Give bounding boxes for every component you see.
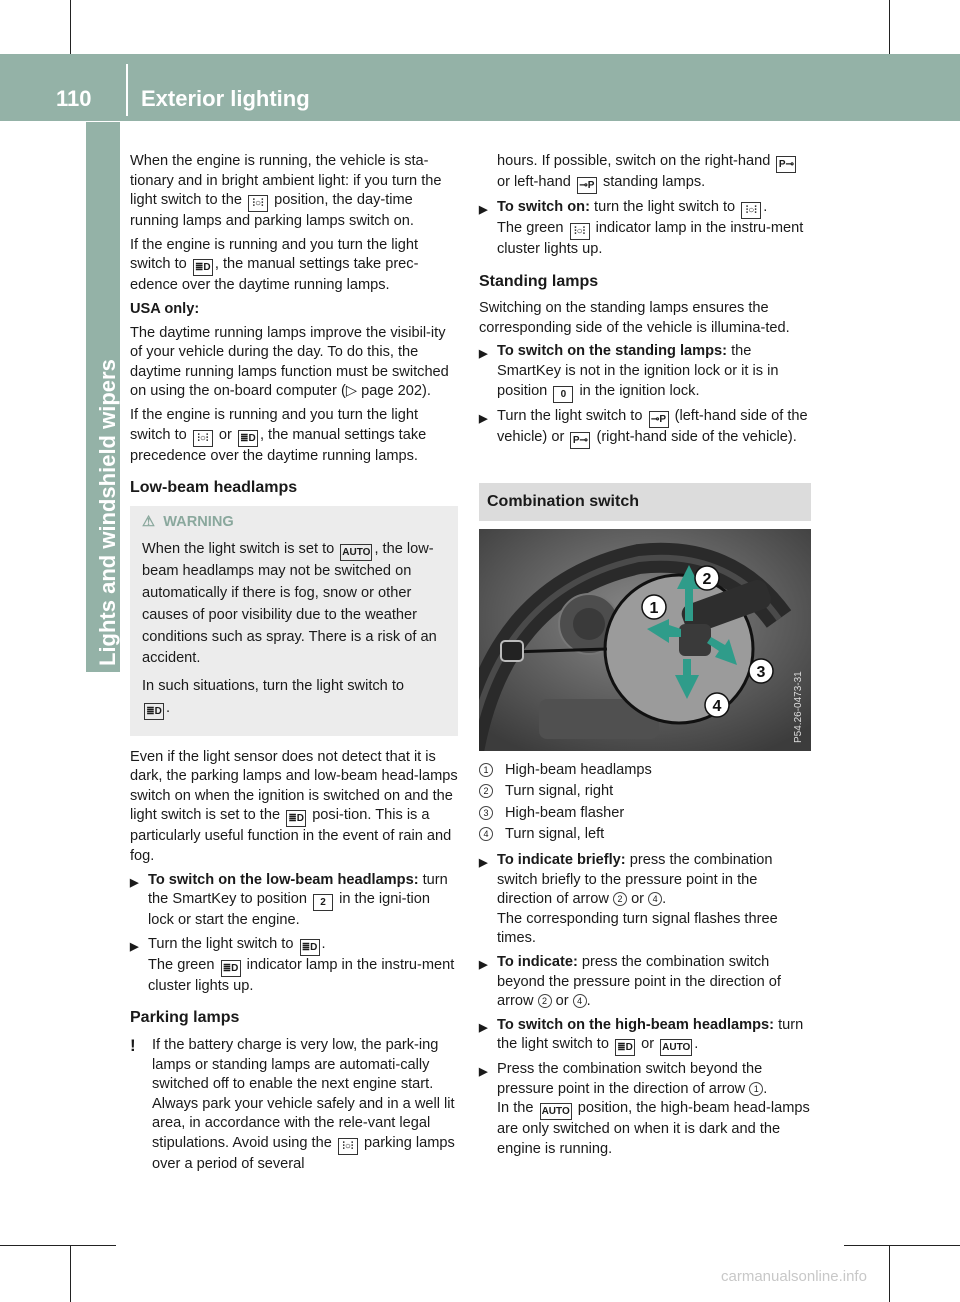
left-column [130, 152, 458, 1175]
paragraph: Even if the light sensor does not detect that it is dark, the parking lamps and low-beam head-lamps switch on when the ignition is switched on and the light switch is set to the ≣D posi-tion. This is a particularly useful function in the event of rain and fog. [130, 748, 458, 865]
right-column [479, 152, 811, 1164]
legend-item: 3 High-beam flasher [479, 804, 811, 824]
key-position-0-icon: 0 [553, 386, 573, 403]
header-divider [126, 64, 128, 116]
page-reference-link[interactable]: (▷ page 202). [340, 383, 431, 400]
legend-item: 1 High-beam headlamps [479, 761, 811, 781]
standing-lamp-right-icon: P⊸ [776, 156, 796, 173]
low-beam-icon: ≣D [615, 1039, 635, 1056]
step-arrow-icon: ▶ [479, 958, 488, 971]
step-arrow-icon: ▶ [130, 940, 139, 953]
standing-lamp-right-icon: P⊸ [570, 432, 590, 449]
page-number: 110 [56, 86, 92, 111]
step-arrow-icon: ▶ [479, 348, 488, 361]
legend-item: 2 Turn signal, right [479, 782, 811, 802]
step-arrow-icon: ▶ [479, 412, 488, 425]
paragraph: If the engine is running and you turn the light switch to ⫶○⫶ or ≣D , the manual settings take precedence over the daytime running lamps. [130, 406, 427, 464]
instruction-step: ▶ To switch on the standing lamps: the SmartKey is not in the ignition lock or it is in position 0 in the ignition lock. [479, 342, 811, 402]
crop-mark [889, 0, 890, 54]
instruction-step: ▶ To switch on the low-beam headlamps: turn the SmartKey to position 2 in the igni-tion lock or start the engine. [130, 871, 458, 931]
crop-mark [844, 1245, 960, 1246]
crop-mark [70, 1245, 71, 1302]
warning-triangle-icon: ⚠ [142, 513, 156, 530]
low-beam-icon: ≣D [221, 960, 241, 977]
section-heading-combination-switch: Combination switch [479, 483, 811, 521]
instruction-step: ▶ Turn the light switch to ⊸P (left-hand side of the vehicle) or P⊸ (right-hand side of the vehicle). [479, 407, 811, 449]
parking-lamp-icon: ⫶○⫶ [248, 195, 268, 212]
low-beam-icon: ≣D [144, 703, 164, 720]
legend-list [479, 761, 811, 845]
photo-code: P54.26-0473-31 [793, 670, 804, 743]
standing-lamp-left-icon: ⊸P [649, 411, 669, 428]
combination-switch-photo [479, 529, 811, 751]
parking-lamp-icon: ⫶○⫶ [338, 1138, 358, 1155]
instruction-step: ▶ To switch on: turn the light switch to ⫶○⫶ . The green ⫶○⫶ indicator lamp in the instru-ment cluster lights up. [479, 198, 811, 260]
paragraph: hours. If possible, switch on the right-hand P⊸ or left-hand ⊸P standing lamps. [479, 152, 811, 194]
low-beam-icon: ≣D [193, 259, 213, 276]
step-arrow-icon: ▶ [479, 1021, 488, 1034]
note-block: ! If the battery charge is very low, the park-ing lamps or standing lamps are automati-cally switched off to enable the next engine start. Always park your vehicle safely and in a well lit area, in accordance with the rele-vant legal stipulations. Avoid using the ⫶○⫶ parking lamps over a period of several [130, 1036, 458, 1175]
auto-icon: AUTO [660, 1039, 692, 1056]
callout-2: 2 [702, 570, 712, 588]
crop-mark [70, 0, 71, 54]
key-position-2-icon: 2 [313, 894, 333, 911]
callout-1: 1 [649, 599, 659, 617]
callout-3: 3 [756, 663, 766, 681]
instruction-step: ▶ To indicate: press the combination switch beyond the pressure point in the direction of arrow 2 or 4 . [479, 953, 811, 1012]
step-arrow-icon: ▶ [479, 1066, 488, 1079]
warning-text: In such situations, turn the light switch to ≣D . [142, 676, 450, 720]
parking-lamp-icon: ⫶○⫶ [193, 430, 213, 447]
paragraph: Switching on the standing lamps ensures the corresponding side of the vehicle is illumina-ted. [479, 300, 790, 336]
section-heading-low-beam: Low-beam headlamps [130, 479, 298, 497]
parking-lamp-icon: ⫶○⫶ [741, 202, 761, 219]
instruction-step: ▶ Press the combination switch beyond the pressure point in the direction of arrow 1 . In the AUTO position, the high-beam head-lamps are only switched on when it is dark and the engine is running. [479, 1060, 811, 1159]
callout-4: 4 [712, 697, 722, 715]
section-heading-standing: Standing lamps [479, 272, 599, 290]
page-title: Exterior lighting [141, 86, 310, 111]
standing-lamp-left-icon: ⊸P [577, 177, 597, 194]
step-arrow-icon: ▶ [130, 876, 139, 889]
watermark: carmanualsonline.info [721, 1268, 867, 1285]
crop-mark [0, 1245, 116, 1246]
step-arrow-icon: ▶ [479, 204, 488, 216]
instruction-step: ▶ To indicate briefly: press the combination switch briefly to the pressure point in the direction of arrow 2 or 4 . The corresponding turn signal flashes three times. [479, 851, 811, 949]
warning-title: ⚠ WARNING [142, 513, 234, 530]
paragraph: If the engine is running and you turn the light switch to ≣D , the manual settings take prec-edence over the daytime running lamps. [130, 236, 419, 294]
instruction-step: ▶ Turn the light switch to ≣D . The green ≣D indicator lamp in the instru-ment cluster lights up. [130, 935, 458, 997]
low-beam-icon: ≣D [286, 810, 306, 827]
low-beam-icon: ≣D [300, 939, 320, 956]
section-heading-parking: Parking lamps [130, 1009, 240, 1027]
warning-text: When the light switch is set to AUTO , the low-beam headlamps may not be switched on automatically if there is fog, snow or other causes of poor visibility due to the weather conditions such as spray. There is a risk of an accident. [142, 541, 437, 667]
exclamation-icon: ! [130, 1035, 136, 1055]
parking-lamp-icon: ⫶○⫶ [570, 223, 590, 240]
paragraph: When the engine is running, the vehicle is sta-tionary and in bright ambient light: if you turn the light switch to the ⫶○⫶ position, the day-time running lamps and parking lamps switch on. [130, 153, 442, 230]
section-sidebar-label: Lights and windshield wipers [95, 359, 120, 666]
paragraph: The daytime running lamps improve the visibil-ity of your vehicle during the day. To do this, the daytime running lamps function must be switched on using the on-board computer (▷ page 202). [130, 324, 449, 400]
legend-item: 4 Turn signal, left [479, 825, 811, 845]
combination-switch-illustration [479, 529, 811, 751]
warning-box [130, 506, 458, 736]
usa-only-label: USA only: [130, 300, 200, 317]
auto-icon: AUTO [540, 1103, 572, 1120]
auto-icon: AUTO [340, 544, 372, 561]
step-arrow-icon: ▶ [479, 856, 488, 869]
low-beam-icon: ≣D [238, 430, 258, 447]
instruction-step: ▶ To switch on the high-beam headlamps: turn the light switch to ≣D or AUTO . [479, 1016, 811, 1057]
crop-mark [889, 1245, 890, 1302]
